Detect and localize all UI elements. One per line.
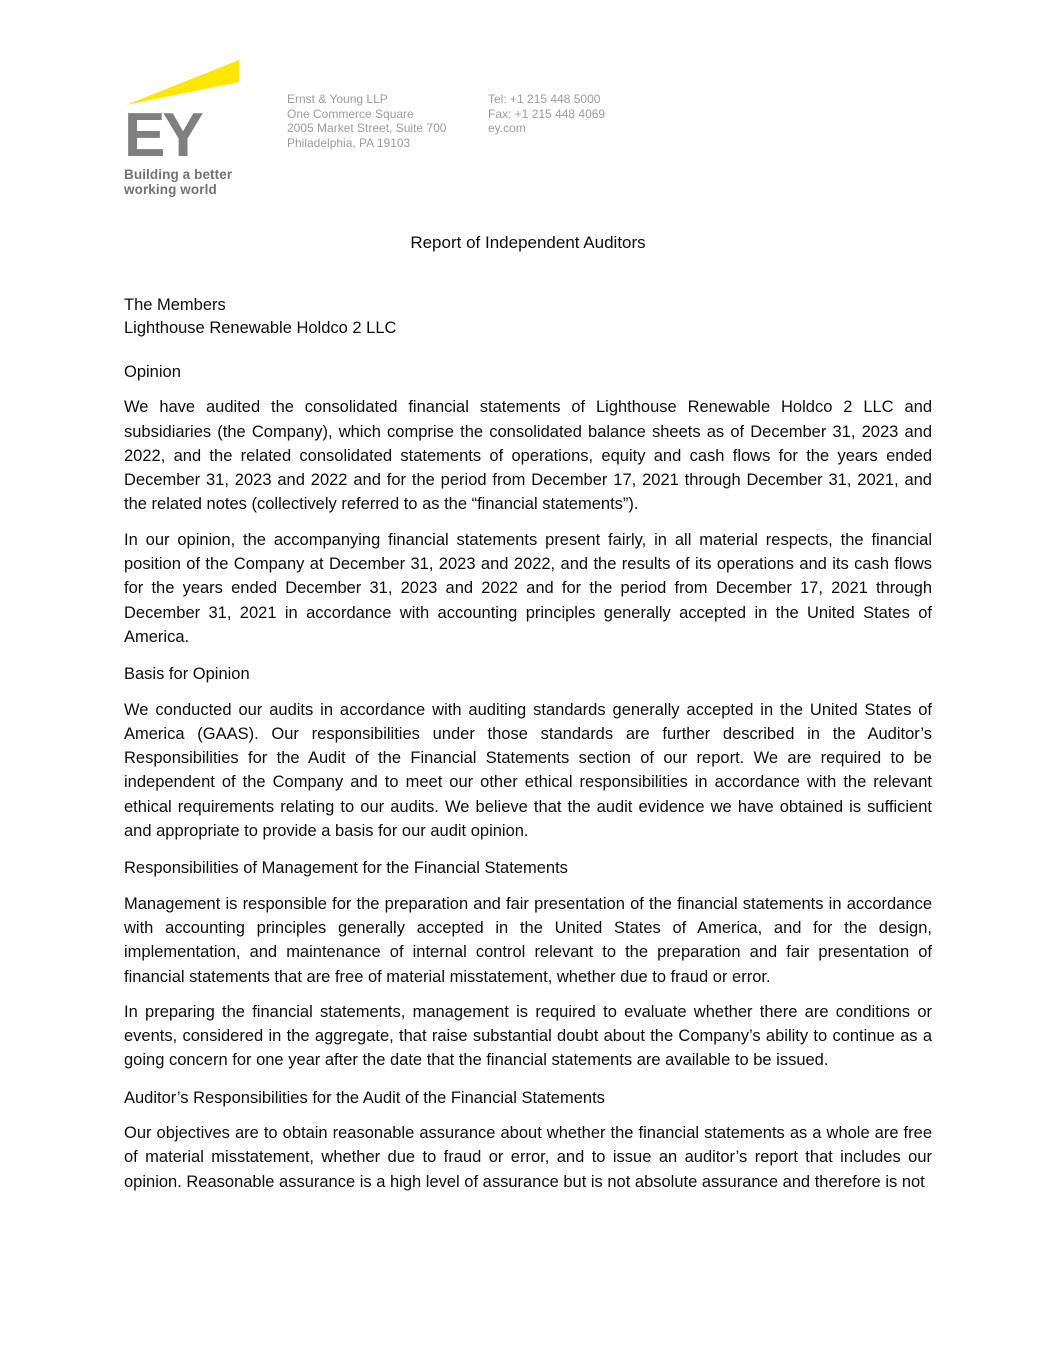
section-auditor-responsibilities bbox=[124, 1086, 932, 1194]
ey-tagline-line-2: working world bbox=[124, 181, 217, 197]
addressee-block bbox=[124, 294, 932, 339]
ey-tagline bbox=[124, 168, 284, 197]
ey-logo bbox=[124, 60, 284, 197]
body-paragraph: We have audited the consolidated financial statements of Lighthouse Renewable Holdco 2 LLC and subsidiaries (the Company), which comprise the consolidated balance sheets as of December 31, 2023 and 2022, and the related consolidated statements of operations, equity and cash flows for the years ended December 31, 2023 and 2022 and for the period from December 17, 2021 through December 31, 2021, and the related notes (collectively referred to as the “financial statements”). bbox=[124, 398, 932, 514]
addressee-line: The Members bbox=[124, 296, 226, 314]
firm-fax: Fax: +1 215 448 4069 bbox=[488, 106, 606, 121]
firm-phone: Tel: +1 215 448 5000 bbox=[488, 92, 601, 106]
ey-tagline-line-1: Building a better bbox=[124, 167, 233, 182]
body-paragraph: Our objectives are to obtain reasonable assurance about whether the financial statements as a whole are free of material misstatement, whether due to fraud or error, and to issue an auditor’s report that includes our opinion. Reasonable assurance is a high level of assurance but is not absolute assurance and therefore is not bbox=[124, 1124, 932, 1191]
ey-logo-letters: EY bbox=[124, 101, 201, 170]
section-heading-auditor-responsibilities: Auditor’s Responsibilities for the Audit of the Financial Statements bbox=[124, 1088, 605, 1107]
body-paragraph: Management is responsible for the preparation and fair presentation of the financial statements in accordance with accounting principles generally accepted in the United States of America, and for the design, implementation, and maintenance of internal control relevant to the preparation and fair presentation of financial statements that are free of material misstatement, whether due to fraud or error. bbox=[124, 894, 932, 986]
report-title: Report of Independent Auditors bbox=[410, 233, 646, 252]
firm-address-line: Philadelphia, PA 19103 bbox=[287, 135, 411, 150]
section-basis-for-opinion bbox=[124, 662, 932, 843]
firm-contact-block bbox=[488, 92, 605, 136]
firm-name: Ernst & Young LLP bbox=[287, 92, 388, 106]
body-paragraph: We conducted our audits in accordance with auditing standards generally accepted in the United States of America (GAAS). Our responsibilities under those standards are further described in the Auditor’s Responsibilities for the Audit of the Financial Statements section of our report. We are required to be independent of the Company and to meet our other ethical responsibilities in accordance with the relevant ethical requirements relating to our audits. We believe that the audit evidence we have obtained is sufficient and appropriate to provide a basis for our audit opinion. bbox=[124, 700, 932, 841]
section-opinion bbox=[124, 360, 932, 649]
section-heading-basis-for-opinion: Basis for Opinion bbox=[124, 665, 250, 684]
section-heading-opinion: Opinion bbox=[124, 363, 181, 381]
ey-beam-icon bbox=[124, 60, 239, 106]
letter-body bbox=[124, 231, 932, 1194]
section-management-responsibilities bbox=[124, 856, 932, 1072]
body-paragraph: In preparing the financial statements, management is required to evaluate whether there are conditions or events, considered in the aggregate, that raise substantial doubt about the Company’s ability to continue as a going concern for one year after the date that the financial statements are available to be issued. bbox=[124, 1002, 932, 1070]
firm-address-line: One Commerce Square bbox=[287, 106, 414, 121]
firm-address-line: 2005 Market Street, Suite 700 bbox=[287, 121, 447, 136]
firm-website: ey.com bbox=[488, 121, 526, 136]
body-paragraph: In our opinion, the accompanying financial statements present fairly, in all material respects, the financial position of the Company at December 31, 2023 and 2022, and the results of its operations and its cash flows for the years ended December 31, 2023 and 2022 and for the period from December 17, 2021 through December 31, 2021 in accordance with accounting principles generally accepted in the United States of America. bbox=[124, 530, 932, 646]
addressee-line: Lighthouse Renewable Holdco 2 LLC bbox=[124, 318, 397, 337]
letterhead bbox=[124, 60, 932, 197]
section-heading-management-responsibilities: Responsibilities of Management for the Financial Statements bbox=[124, 859, 568, 878]
firm-address-block bbox=[287, 92, 446, 150]
